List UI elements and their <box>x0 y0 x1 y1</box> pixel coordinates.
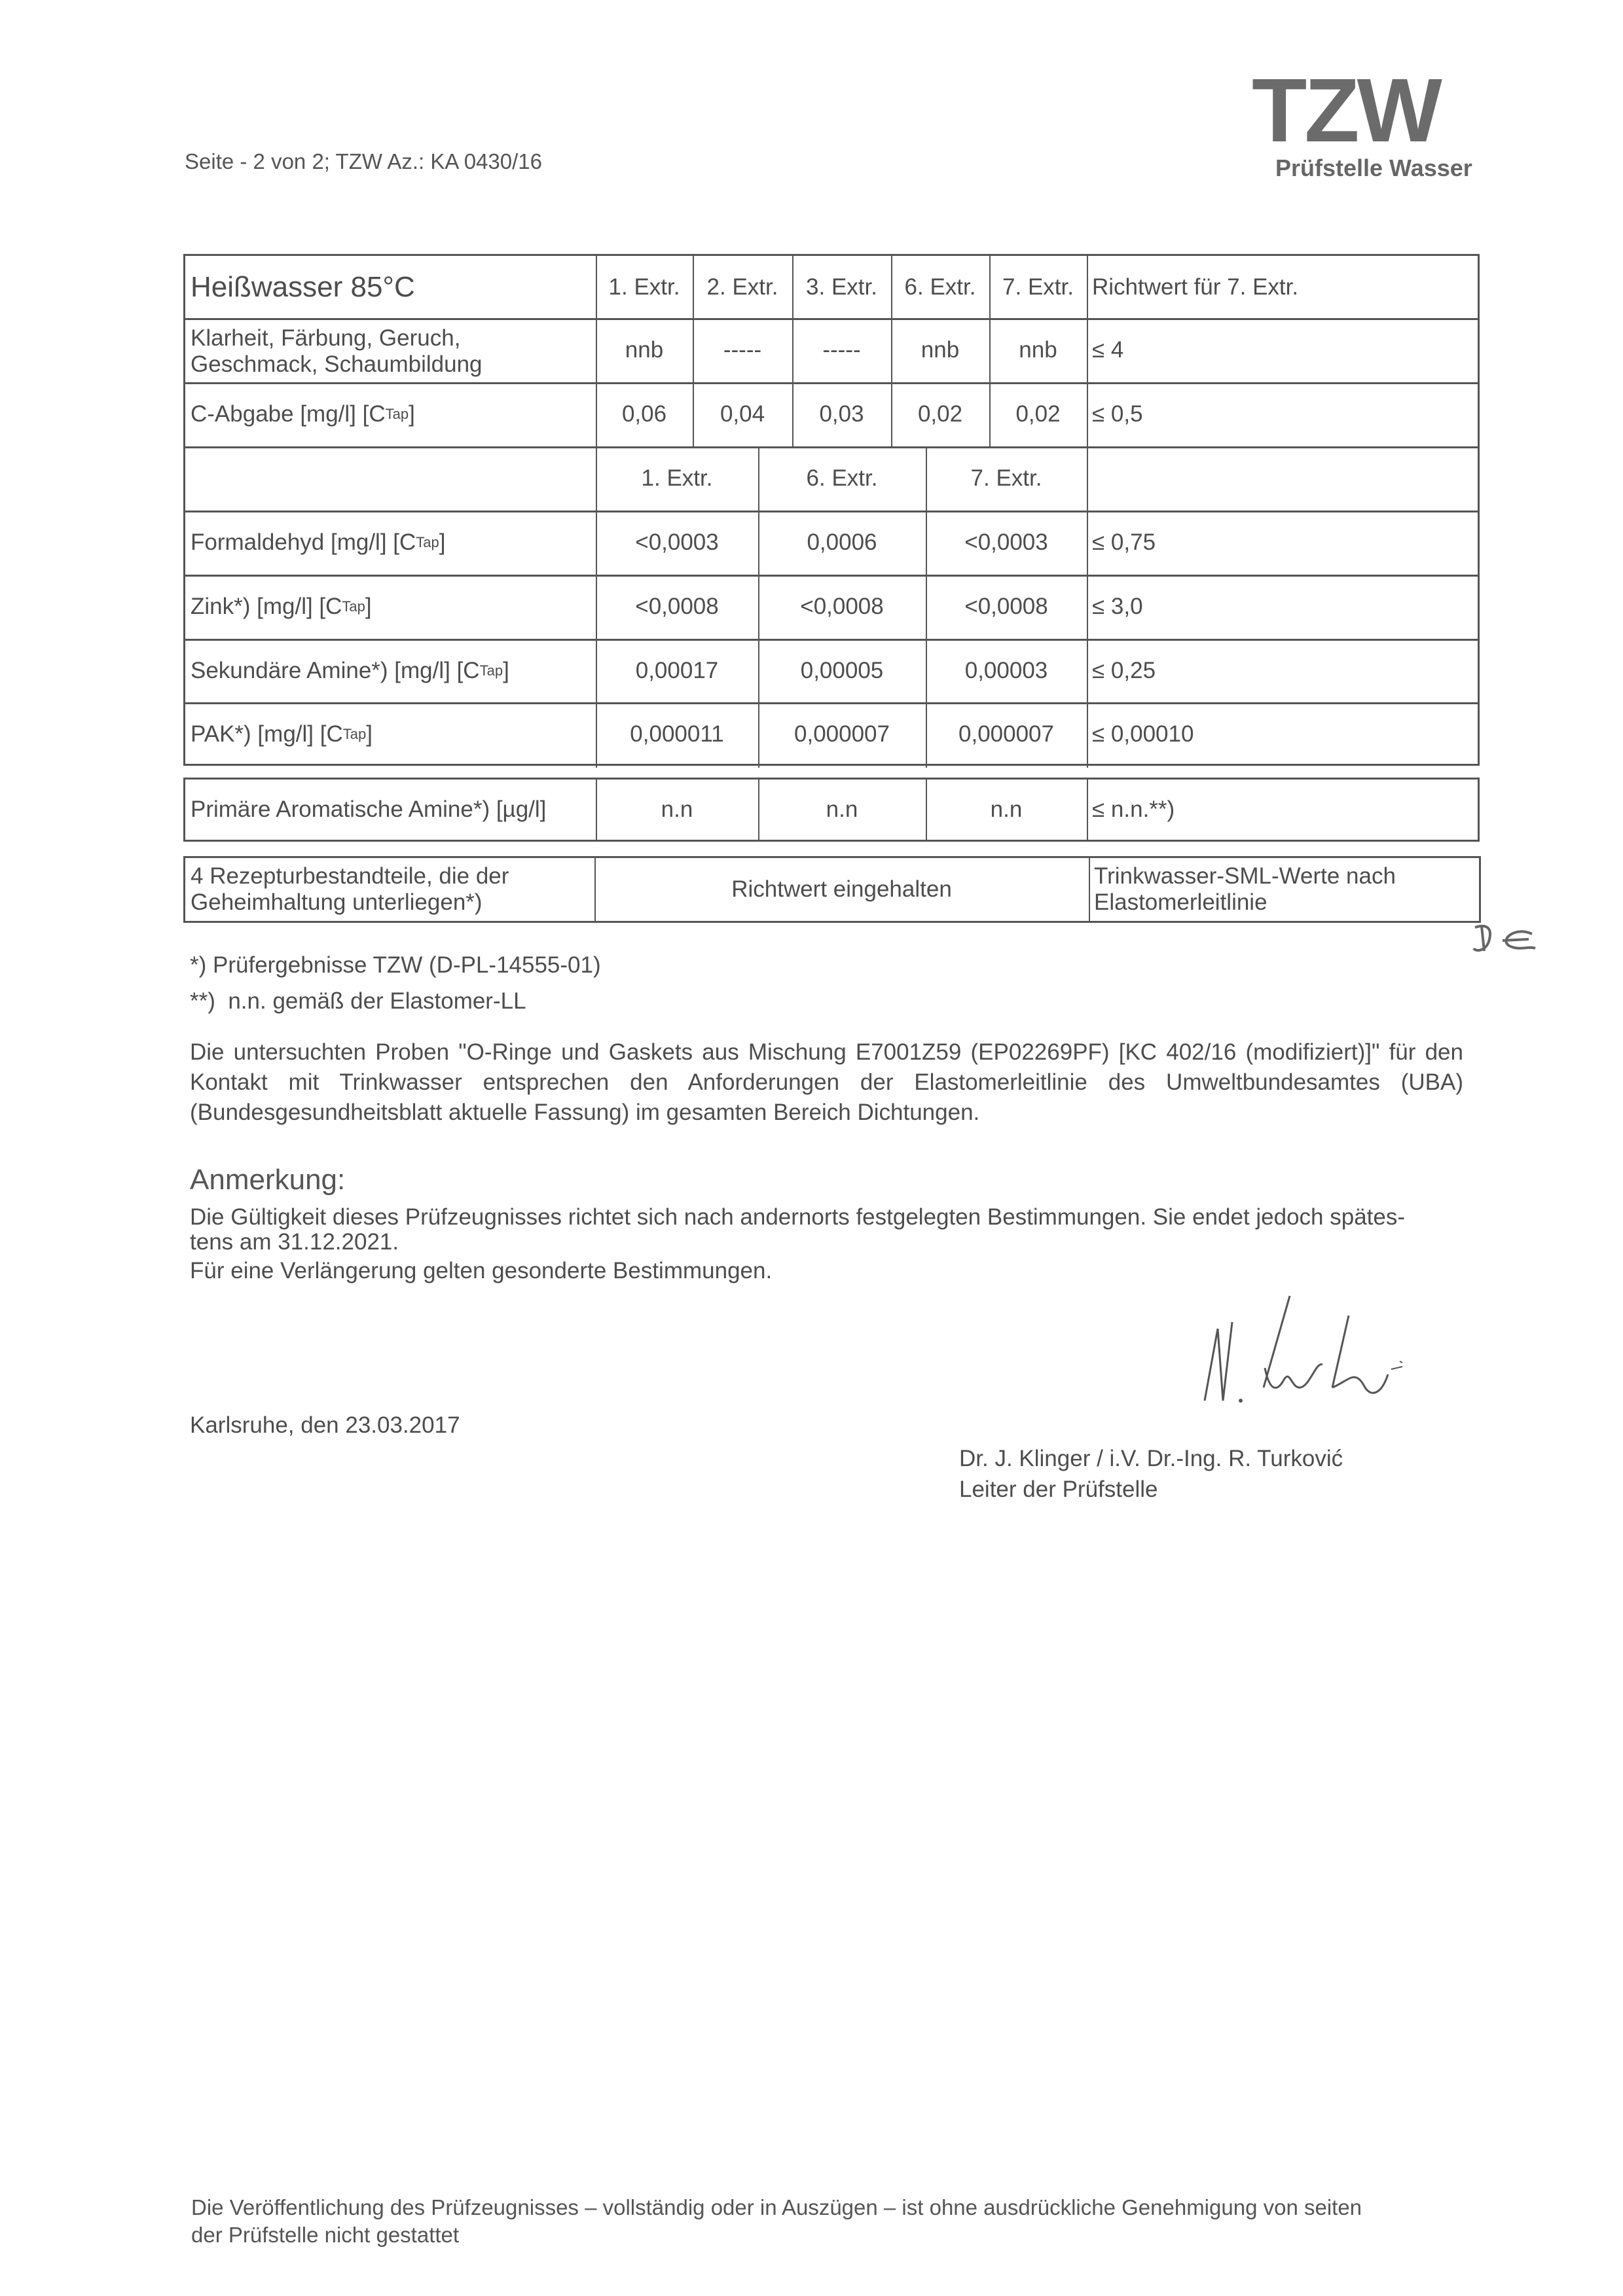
table-cell: 0,04 <box>720 401 765 427</box>
table-cell: 0,03 <box>819 401 864 427</box>
limit-cell: ≤ 4 <box>1092 337 1124 363</box>
column-header: 7. Extr. <box>1002 274 1074 300</box>
row-label <box>185 318 596 382</box>
results-table <box>183 254 1480 766</box>
signatory-title: Leiter der Prüfstelle <box>959 1477 1158 1502</box>
table-cell: <0,0008 <box>964 594 1048 619</box>
table-cell: ----- <box>723 337 762 363</box>
result-cell: Richtwert eingehalten <box>731 876 952 902</box>
column-header: 1. Extr. <box>608 274 680 300</box>
signature <box>1192 1289 1467 1414</box>
table-cell: 0,00005 <box>800 657 884 683</box>
table-cell: 0,02 <box>917 401 963 427</box>
limit-cell: ≤ 0,75 <box>1092 529 1156 555</box>
conclusion-paragraph: Die untersuchten Proben "O-Ringe und Gaskets aus Mischung E7001Z59 (EP02269PF) [KC 402/16 (modifiziert)]" für den Kontakt mit Trinkwasser entsprechen den Anforderungen der Elastomerleitlinie des Umweltbundesamtes (UBA) (Bundesgesundheitsblatt aktuelle Fassung) im gesamten Bereich Dichtungen. <box>190 1039 1463 1125</box>
remark-text: Die Gültigkeit dieses Prüfzeugnisses richtet sich nach andernorts festgelegten Bestimmungen. Sie endet jedoch spätes- tens am 31.12.2021. Für eine Verlängerung gelten gesonderte Bestimmungen. <box>190 1204 1406 1283</box>
row-label: 4 Rezepturbestandteile, die der Geheimhaltung unterliegen*) <box>191 863 509 915</box>
table-cell: n.n <box>826 797 858 822</box>
table-cell: <0,0008 <box>635 594 719 619</box>
subcolumn-header: 7. Extr. <box>970 465 1042 491</box>
limit-cell: ≤ 0,00010 <box>1092 721 1194 747</box>
table-cell: 0,000011 <box>630 721 724 747</box>
subcolumn-header: 1. Extr. <box>641 465 713 491</box>
row-label-line2: Geschmack, Schaumbildung <box>191 351 483 377</box>
amines-table <box>183 778 1480 842</box>
table-cell: ----- <box>822 337 861 363</box>
row-label: PAK*) [mg/l] [C Tap ] <box>191 721 373 747</box>
footnote: **) n.n. gemäß der Elastomer-LL <box>190 988 526 1014</box>
table-cell: 0,06 <box>621 401 667 427</box>
place-date: Karlsruhe, den 23.03.2017 <box>190 1412 460 1438</box>
row-label: Sekundäre Amine*) [mg/l] [C Tap ] <box>191 657 509 683</box>
table-cell: 0,00003 <box>964 657 1048 683</box>
limit-cell: ≤ 0,25 <box>1092 657 1156 683</box>
table-cell: 0,00017 <box>635 657 719 683</box>
table-cell: nnb <box>1019 337 1057 363</box>
limit-cell: ≤ 0,5 <box>1092 401 1143 427</box>
table-cell: n.n <box>661 797 693 822</box>
logo-subtitle: Prüfstelle Wasser <box>1275 154 1472 181</box>
footnote: *) Prüfergebnisse TZW (D-PL-14555-01) <box>190 952 601 978</box>
limit-cell: Trinkwasser-SML-Werte nach Elastomerleitlinie <box>1094 863 1396 915</box>
row-label: Zink*) [mg/l] [C Tap ] <box>191 594 372 619</box>
signatory-block <box>959 1443 1343 1505</box>
limit-cell: ≤ 3,0 <box>1092 594 1143 619</box>
column-header: 3. Extr. <box>806 274 877 300</box>
table-cell: nnb <box>625 337 664 363</box>
footer-disclaimer: Die Veröffentlichung des Prüfzeugnisses – vollständig oder in Auszügen – ist ohne ausdrückliche Genehmigung von seiten der Prüfstelle nicht gestattet <box>191 2195 1362 2247</box>
remark-heading: Anmerkung: <box>190 1164 346 1196</box>
limit-cell: ≤ n.n.**) <box>1092 797 1175 822</box>
table-cell: 0,0006 <box>807 529 877 555</box>
subcolumn-header: 6. Extr. <box>806 465 878 491</box>
row-label: C-Abgabe [mg/l] [C Tap ] <box>191 401 415 427</box>
recipe-table <box>183 856 1481 923</box>
table-title: Heißwasser 85°C <box>191 270 415 303</box>
column-header: 6. Extr. <box>904 274 976 300</box>
tzw-logo: TZW <box>1252 60 1440 161</box>
table-cell: n.n <box>990 797 1023 822</box>
column-header: 2. Extr. <box>706 274 778 300</box>
table-cell: 0,000007 <box>794 721 890 747</box>
table-cell: <0,0003 <box>964 529 1048 555</box>
column-header-limit: Richtwert für 7. Extr. <box>1092 274 1299 300</box>
table-cell: <0,0003 <box>635 529 719 555</box>
page-reference: Seite - 2 von 2; TZW Az.: KA 0430/16 <box>185 149 543 173</box>
table-cell: 0,000007 <box>958 721 1054 747</box>
table-cell: nnb <box>921 337 960 363</box>
row-label: Primäre Aromatische Amine*) [µg/l] <box>191 797 547 822</box>
table-cell: <0,0008 <box>800 594 884 619</box>
signatory-name: Dr. J. Klinger / i.V. Dr.-Ing. R. Turković <box>959 1446 1343 1471</box>
row-label: Formaldehyd [mg/l] [C Tap ] <box>191 529 446 555</box>
row-label-line1: Klarheit, Färbung, Geruch, <box>191 325 461 351</box>
handwritten-initials <box>1470 920 1542 965</box>
table-cell: 0,02 <box>1015 401 1061 427</box>
